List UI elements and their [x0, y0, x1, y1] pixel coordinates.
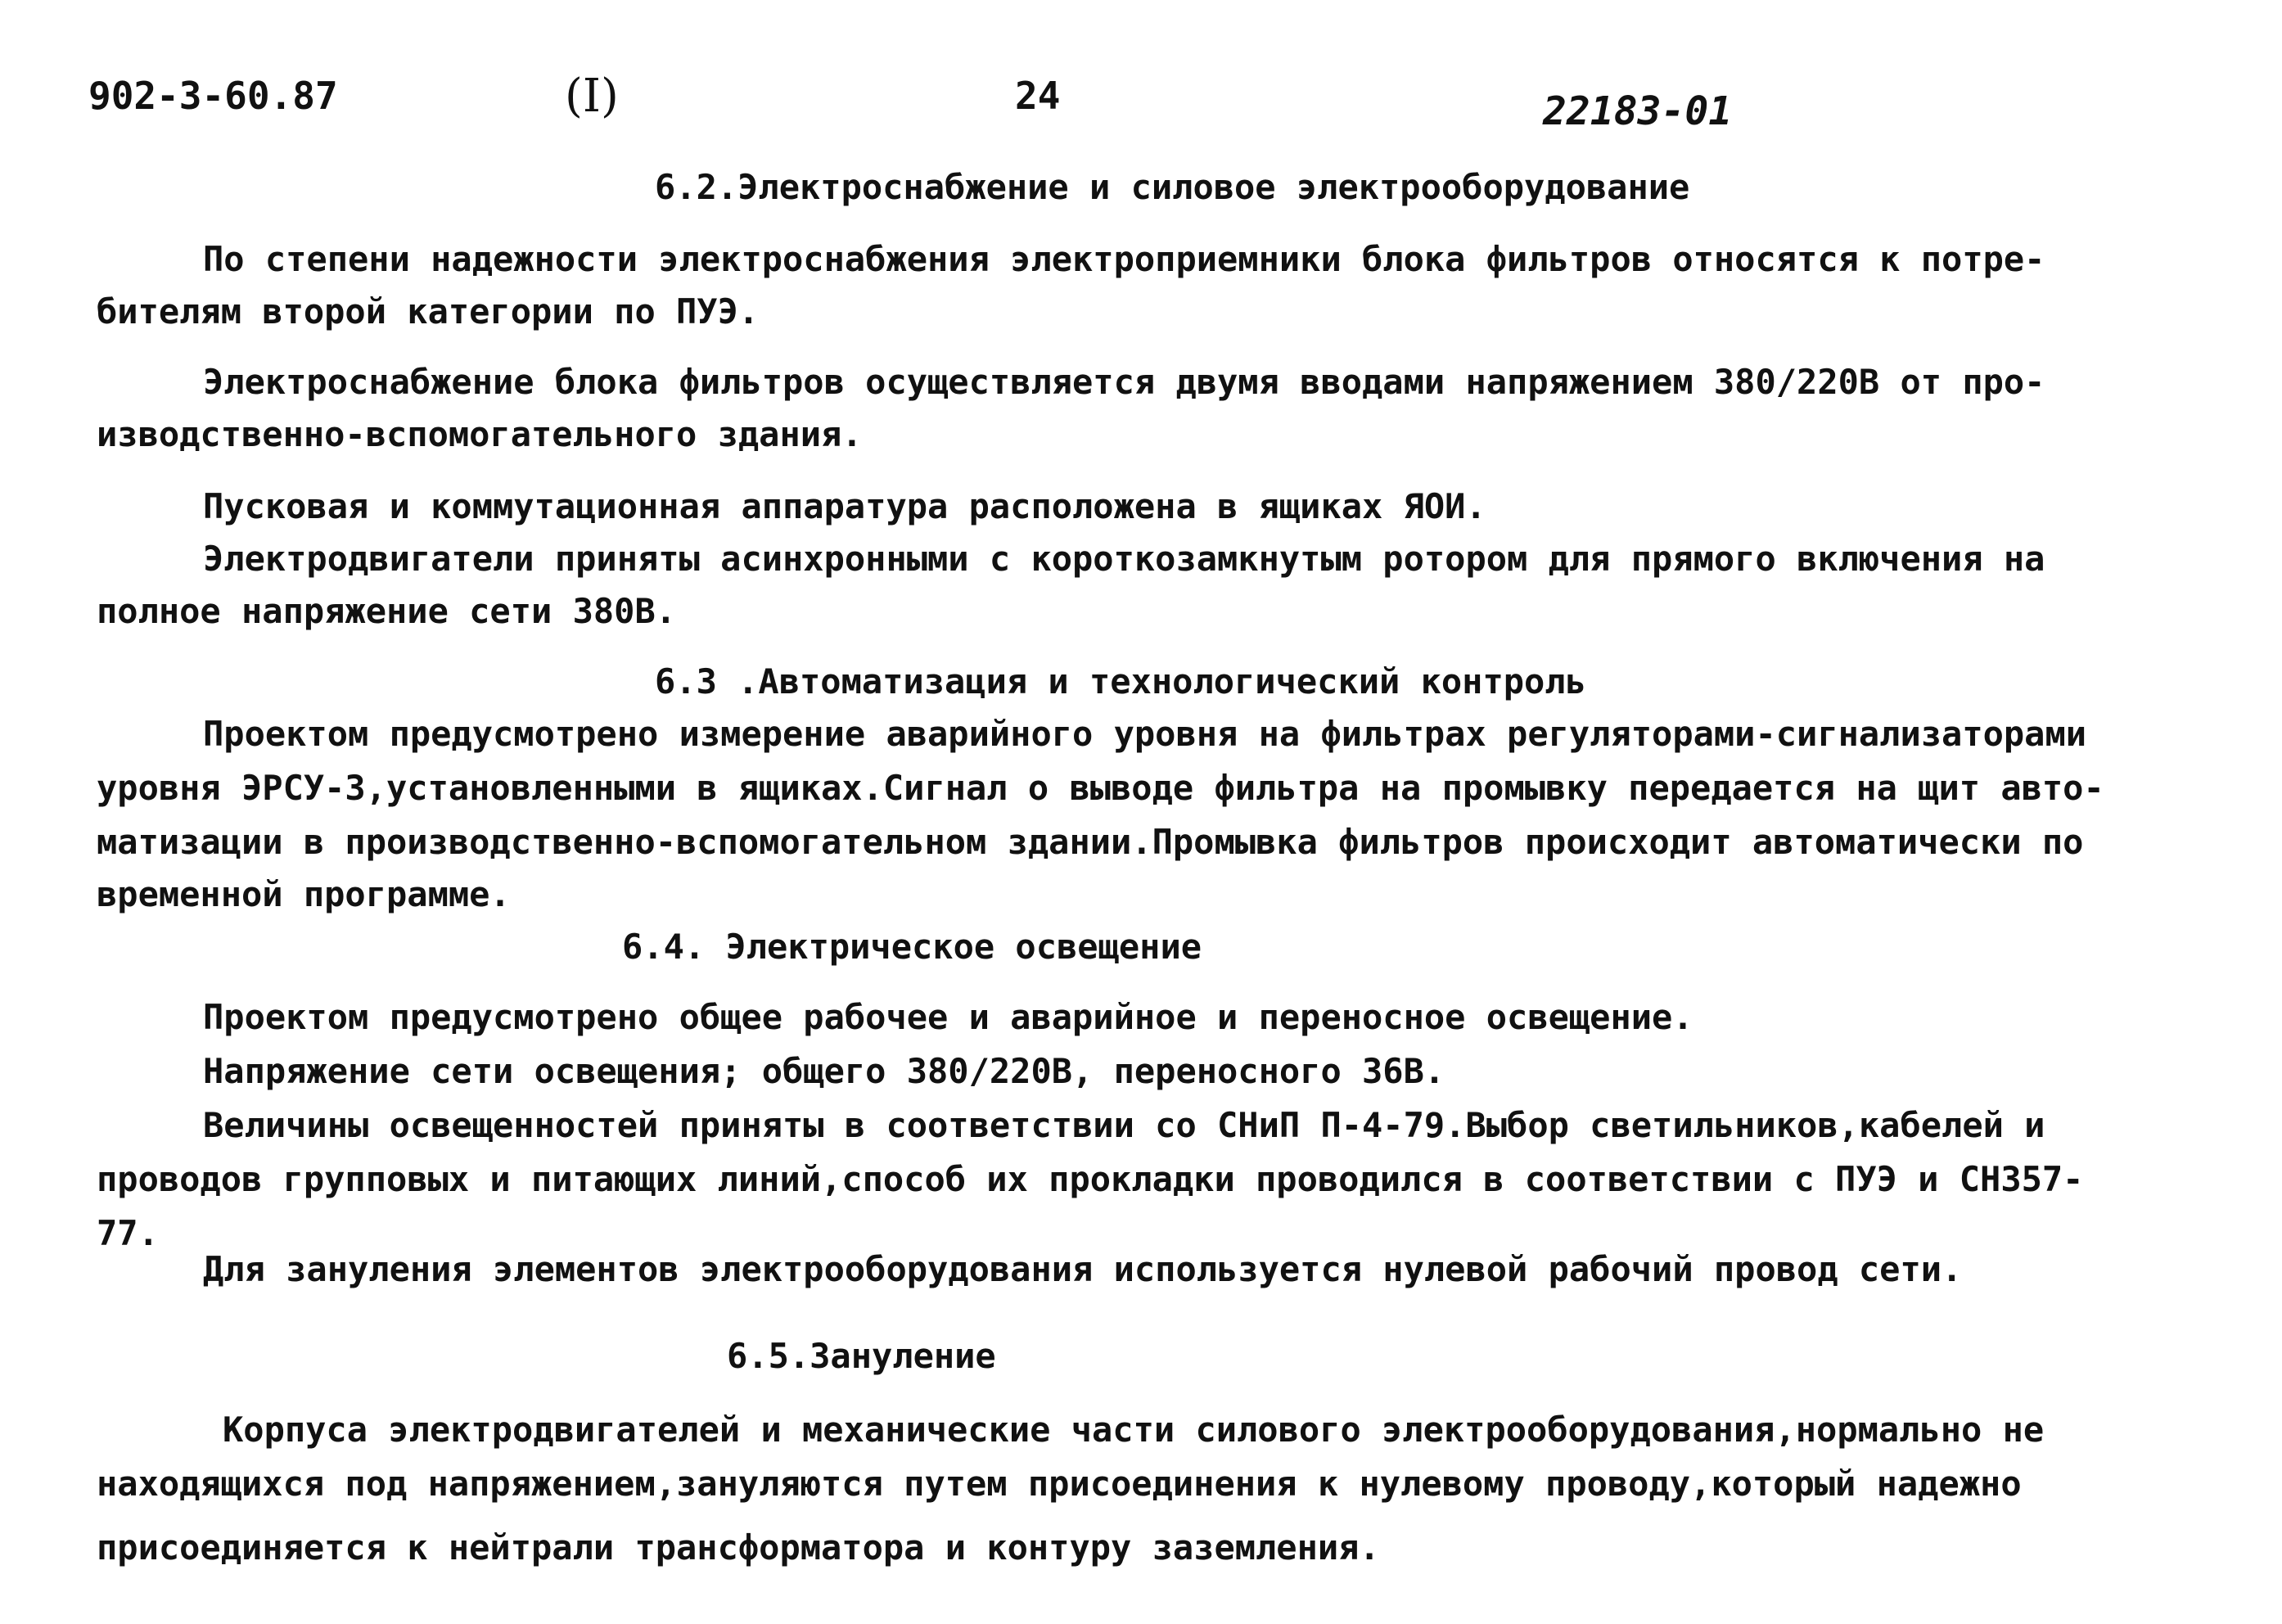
s64-p3-line3: 77. — [97, 1213, 159, 1253]
s63-p1-line3: матизации в производственно-вспомогательном здании.Промывка фильтров происходит автоматически по — [97, 822, 2084, 862]
s65-p1-line3: присоединяется к нейтрали трансформатора и контуру заземления. — [97, 1527, 1380, 1568]
s62-p2-line1: Электроснабжение блока фильтров осуществляется двумя вводами напряжением 380/220В от про- — [203, 362, 2045, 402]
s62-p2-line2: изводственно-вспомогательного здания. — [97, 414, 863, 454]
s64-p3-line2: проводов групповых и питающих линий,способ их прокладки проводился в соответствии с ПУЭ и СН357- — [97, 1159, 2084, 1199]
section-6-4-title: 6.4. Электрическое освещение — [622, 927, 1202, 967]
s62-p3-line1: Пусковая и коммутационная аппаратура расположена в ящиках ЯОИ. — [203, 486, 1486, 526]
project-code: 902-3-60.87 — [88, 74, 338, 118]
page-number: 24 — [1015, 74, 1061, 118]
s63-p1-line4: временной программе. — [97, 874, 511, 914]
section-6-5-title: 6.5.Зануление — [727, 1336, 996, 1376]
s62-p4-line2: полное напряжение сети 380В. — [97, 591, 677, 631]
s65-p1-line1: Корпуса электродвигателей и механические части силового электрооборудования,нормально не — [223, 1410, 2045, 1450]
s62-p4-line1: Электродвигатели приняты асинхронными с короткозамкнутым ротором для прямого включения на — [203, 539, 2045, 579]
s62-p1-line1: По степени надежности электроснабжения электроприемники блока фильтров относятся к потре- — [203, 239, 2045, 279]
section-6-2-title: 6.2.Электроснабжение и силовое электрооборудование — [655, 167, 1690, 207]
s64-p1-line1: Проектом предусмотрено общее рабочее и аварийное и переносное освещение. — [203, 997, 1693, 1037]
s63-p1-line2: уровня ЭРСУ-3,установленными в ящиках.Сигнал о выводе фильтра на промывку передается на щит авто- — [97, 768, 2104, 808]
s65-p1-line2: находящихся под напряжением,зануляются путем присоединения к нулевому проводу,который надежно — [97, 1464, 2022, 1504]
s63-p1-line1: Проектом предусмотрено измерение аварийного уровня на фильтрах регуляторами-сигнализаторами — [203, 714, 2087, 754]
s64-p4-line1: Для зануления элементов электрооборудования используется нулевой рабочий провод сети. — [203, 1249, 1963, 1289]
section-6-3-title: 6.3 .Автоматизация и технологический контроль — [655, 661, 1586, 701]
document-number: 22183-01 — [1543, 88, 1733, 134]
s62-p1-line2: бителям второй категории по ПУЭ. — [97, 291, 760, 332]
s64-p3-line1: Величины освещенностей приняты в соответствии со СНиП П-4-79.Выбор светильников,кабелей и — [203, 1105, 2045, 1145]
volume-number: (I) — [565, 70, 619, 123]
s64-p2-line1: Напряжение сети освещения; общего 380/220В, переносного 36В. — [203, 1051, 1445, 1091]
